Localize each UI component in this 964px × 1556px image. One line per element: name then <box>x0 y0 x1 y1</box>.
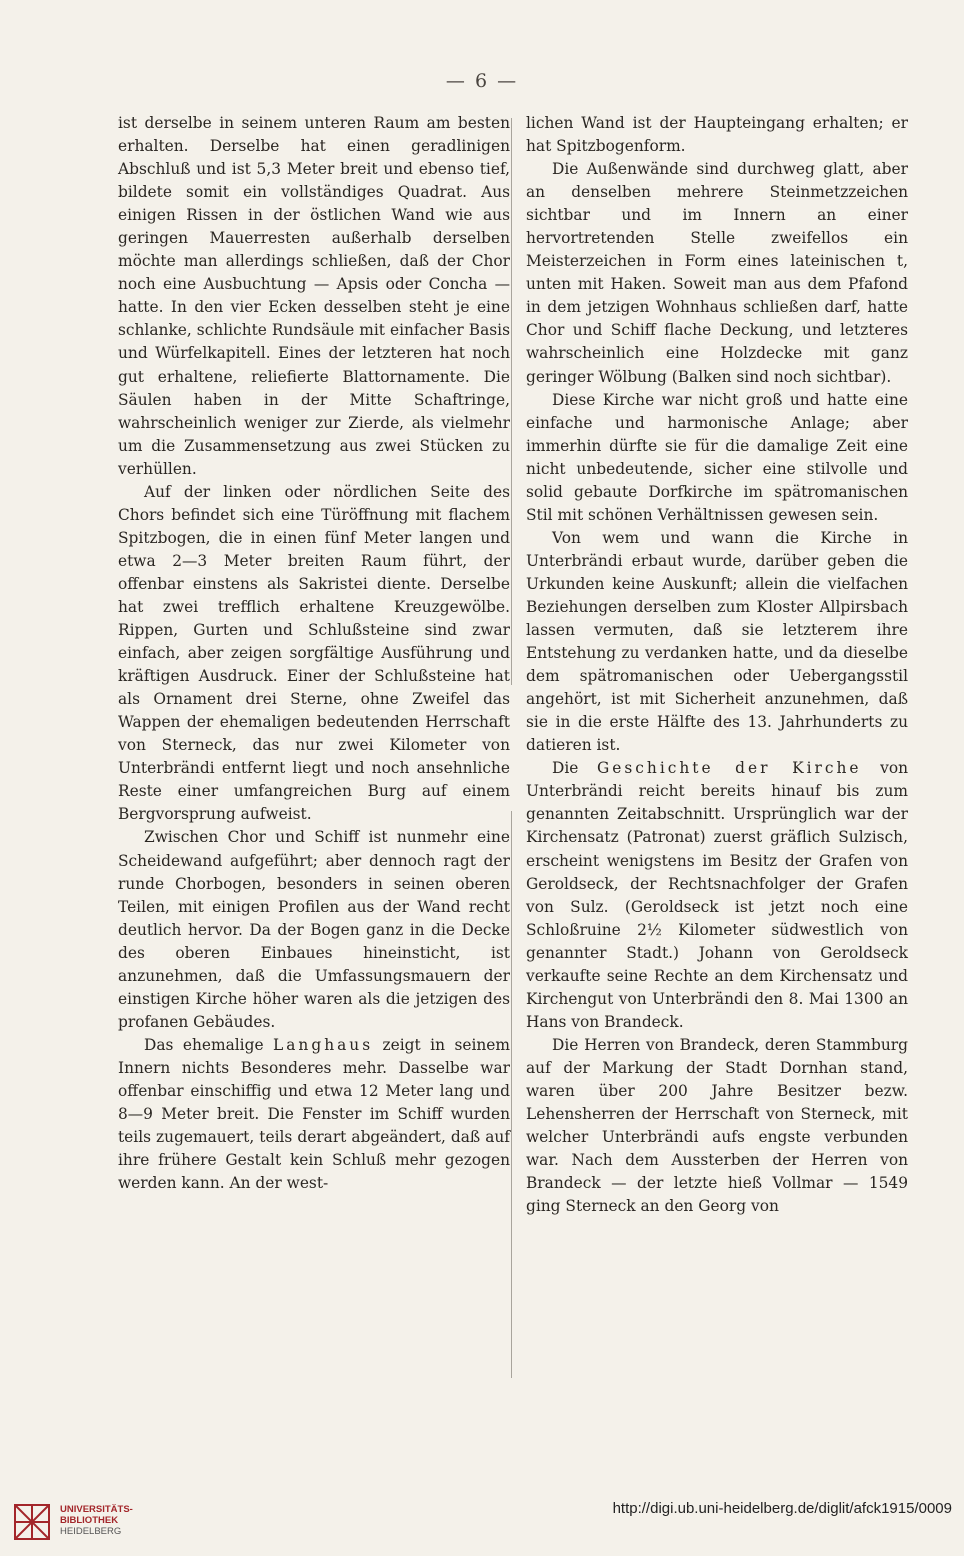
paragraph: Diese Kirche war nicht groß und hatte eine einfache und harmonische Anlage; aber immerhin dürfte sie für die damalige Zeit eine nicht unbedeutende, sicher eine stilvolle und solid gebaute Dorfkirche im spätromanischen Stil mit schönen Verhältnissen gewesen sein. <box>526 390 908 524</box>
library-name: UNIVERSITÄTS- BIBLIOTHEK HEIDELBERG <box>60 1504 133 1537</box>
paragraph: ist derselbe in seinem unteren Raum am besten erhalten. Derselbe hat einen geradlinigen Abschluß und ist 5,3 Meter breit und ebenso tief, bildete somit ein vollständiges Quadrat. Aus einigen Rissen in der östlichen Wand wie aus geringen Mauerresten außerhalb derselben möchte man allerdings schließen, daß der Chor noch eine Ausbuchtung — Apsis oder Concha — hatte. In den vier Ecken desselben steht je eine schlanke, schlichte Rundsäule mit einfacher Basis und Würfelkapitell. Eines der letzteren hat noch gut erhaltene, reliefierte Blattornamente. Die Säulen haben in der Mitte Schaftringe, wahrscheinlich weniger zur Zierde, als vielmehr um die Zusammensetzung aus zwei Stücken zu verhüllen. <box>118 114 510 478</box>
page-number: — 6 — <box>445 70 519 92</box>
university-library-logo-icon <box>12 1502 52 1542</box>
emphasis-text: Geschichte der Kirche <box>596 759 862 778</box>
paragraph: Die Geschichte der Kirche von Unterbrändi reicht bereits hinauf bis zum genannten Zeitabschnitt. Ursprünglich war der Kirchensatz (Patronat) zuerst gräflich Sulzisch, erscheint wenigstens im Besitz der Grafen von Geroldseck, der Rechtsnachfolger der Grafen von Sulz. (Geroldseck ist jetzt noch eine Schloßruine 2½ Kilometer südwestlich von genannter Stadt.) Johann von Geroldseck verkaufte seine Rechte an dem Kirchensatz und Kirchengut von Unterbrändi den 8. Mai 1300 an Hans von Brandeck. <box>526 759 908 1031</box>
paragraph: Das ehemalige Langhaus zeigt in seinem Innern nichts Besonderes mehr. Dasselbe war offenbar einschiffig und etwa 12 Meter lang und 8—9 Meter breit. Die Fenster im Schiff wurden teils zugemauert, teils derart abgeändert, daß auf ihre frühere Gestalt kein Schluß mehr gezogen werden kann. An der west- <box>118 1035 511 1193</box>
paragraph: Von wem und wann die Kirche in Unterbrändi erbaut wurde, darüber geben die Urkunden keine Auskunft; allein die vielfachen Beziehungen derselben zum Kloster Allpirsbach lassen vermuten, daß sie letzterem ihre Entstehung zu verdanken hatte, und da dieselbe dem spätromanischen oder Uebergangsstil angehört, ist mit Sicherheit anzunehmen, daß sie in die erste Hälfte des 13. Jahrhunderts zu datieren ist. <box>526 528 908 755</box>
emphasis-text: Langhaus <box>273 1035 374 1054</box>
column-divider <box>511 118 512 1378</box>
source-url-link[interactable]: http://digi.ub.uni-heidelberg.de/diglit/afck1915/0009 <box>612 1500 952 1517</box>
footer-bar <box>0 1488 964 1556</box>
paragraph: Die Herren von Brandeck, deren Stammburg auf der Markung der Stadt Dornhan stand, waren über 200 Jahre Besitzer bezw. Lehensherren der Herrschaft von Sterneck, mit welcher Unterbrändi aufs engste verbunden war. Nach dem Aussterben der Herren von Brandeck — der letzte hieß Vollmar — 1549 ging Sterneck an den Georg von <box>526 1035 908 1216</box>
paragraph: Auf der linken oder nördlichen Seite des Chors befindet sich eine Türöffnung mit flachem Spitzbogen, die in einen fünf Meter langen und etwa 2—3 Meter breiten Raum führt, der offenbar einstens als Sakristei diente. Derselbe hat zwei trefflich erhaltene Kreuzgewölbe. Rippen, Gurten und Schlußsteine sind zwar einfach, aber zeigen sorgfältige Ausführung und kräftigen Ausdruck. Einer der Schlußsteine hat als Ornament drei Sterne, ohne Zweifel das Wappen der ehemaligen bedeutenden Herrschaft von Sterneck, das nur zwei Kilometer von Unterbrändi entfernt liegt und noch ansehnliche Reste einer umfangreichen Burg auf einem Bergvorsprung aufweist. <box>118 482 510 824</box>
paragraph: lichen Wand ist der Haupteingang erhalten; er hat Spitzbogenform. <box>526 114 908 156</box>
text-column-left <box>118 112 510 1195</box>
paragraph: Zwischen Chor und Schiff ist nunmehr eine Scheidewand aufgeführt; aber dennoch ragt der runde Chorbogen, besonders in seinen oberen Teilen, mit einigen Profilen aus der Wand recht deutlich hervor. Da der Bogen ganz in die Decke des oberen Einbaues hineinsticht, ist anzunehmen, daß die Umfassungsmauern der einstigen Kirche höher waren als die jetzigen des profanen Gebäudes. <box>118 828 510 1031</box>
text-column-right <box>526 112 908 1218</box>
paragraph: Die Außenwände sind durchweg glatt, aber an denselben mehrere Steinmetzzeichen sichtbar und im Innern an einer hervortretenden Stelle zweifellos ein Meisterzeichen in Form eines lateinischen t, unten mit Haken. Soweit man aus dem Pfafond in dem jetzigen Wohnhaus schließen darf, hatte Chor und Schiff flache Deckung, und letzteres wahrscheinlich eine Holzdecke mit ganz geringer Wölbung (Balken sind noch sichtbar). <box>526 160 908 386</box>
